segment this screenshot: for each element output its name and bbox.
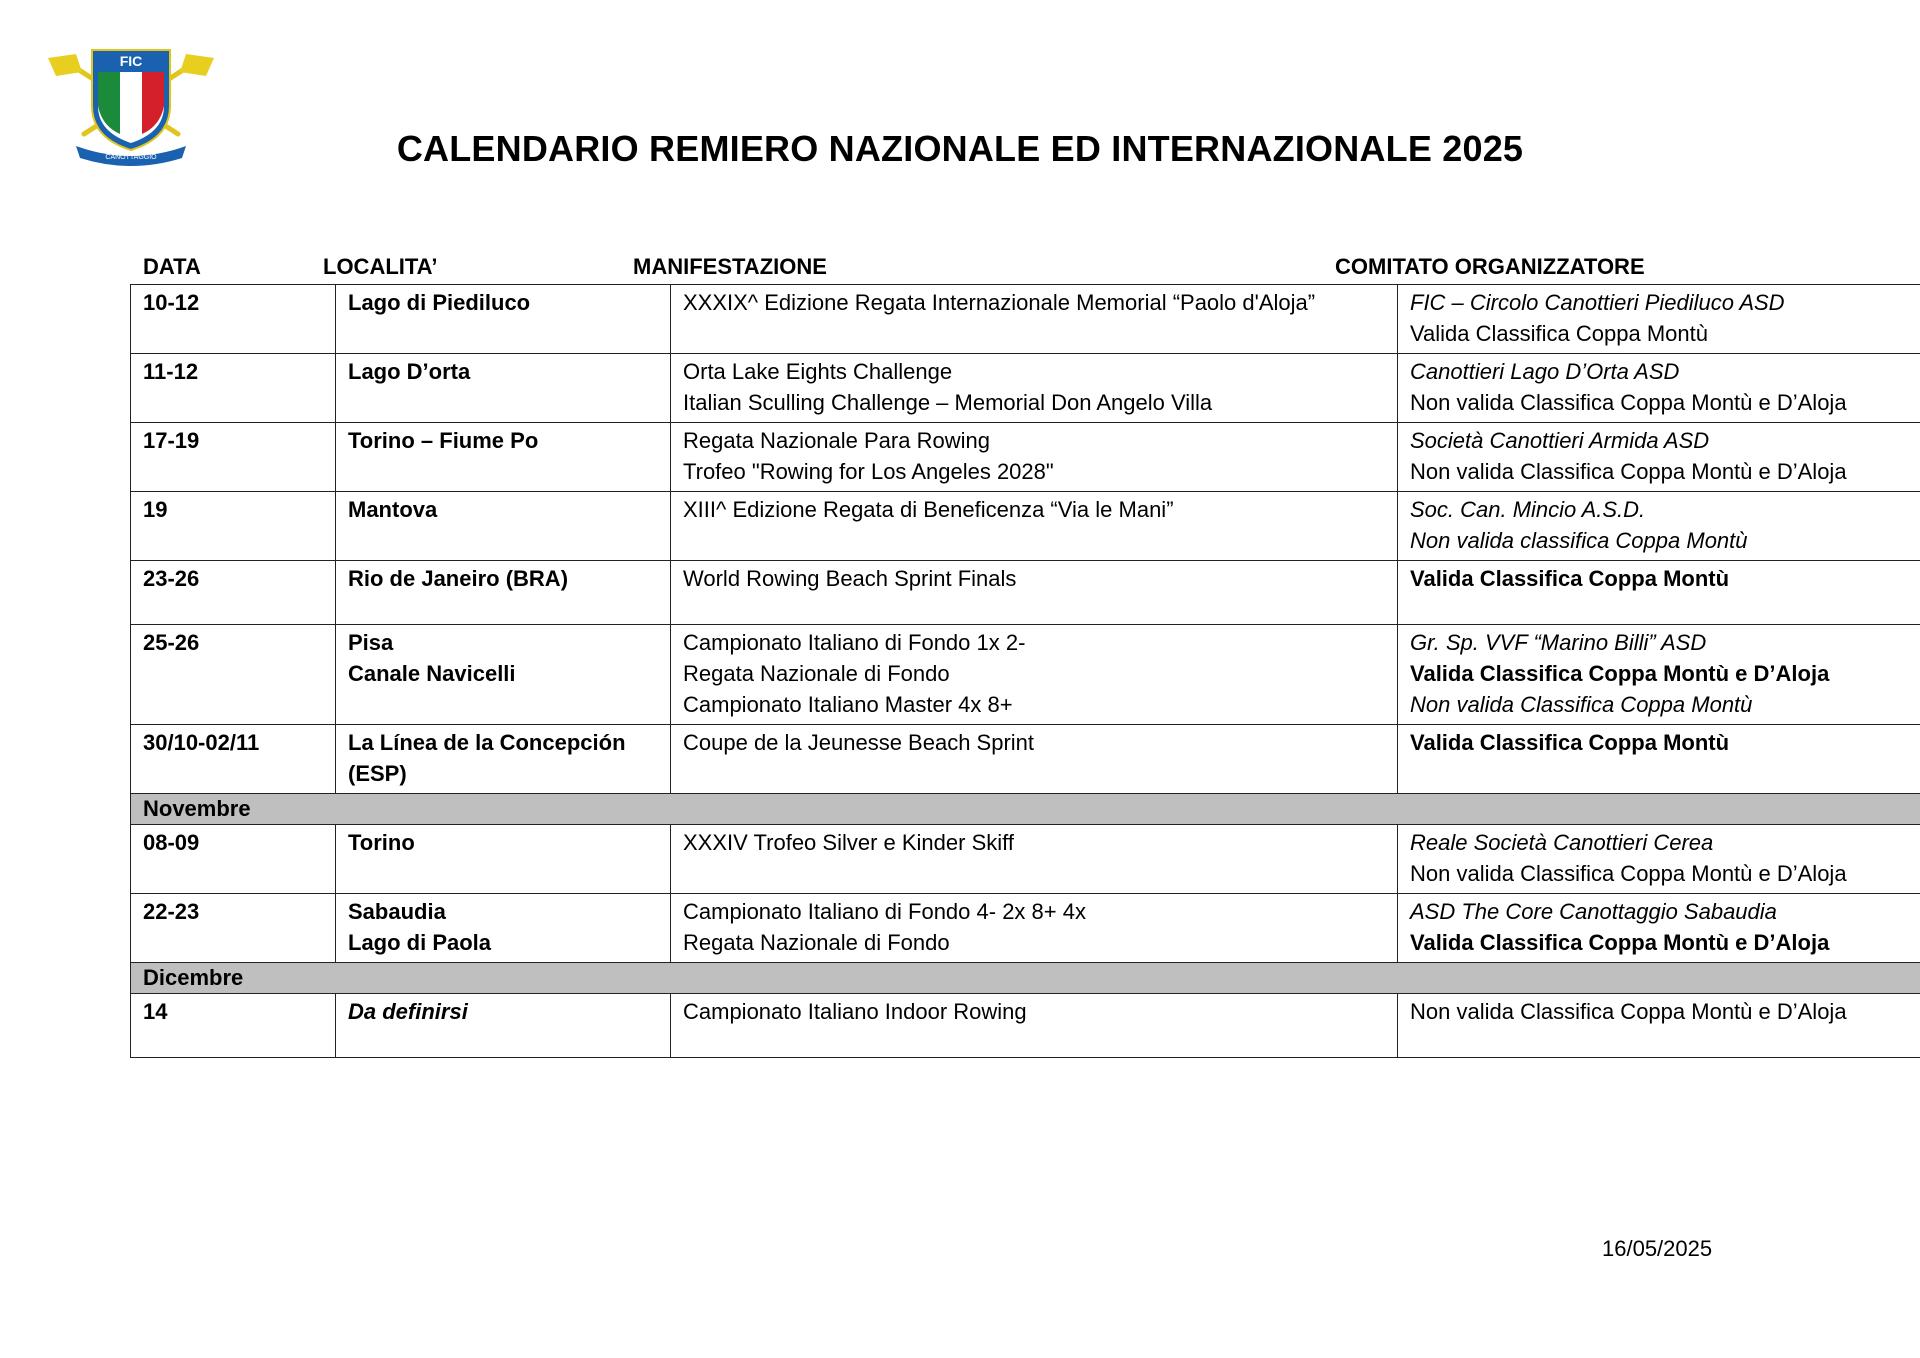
cell-manifestazione bbox=[671, 625, 1398, 725]
cell-localita bbox=[336, 894, 671, 963]
manifestazione-line: Campionato Italiano Indoor Rowing bbox=[683, 999, 1027, 1024]
localita-line: Canale Navicelli bbox=[348, 661, 516, 686]
month-row bbox=[131, 963, 1920, 994]
comitato-line: Non valida Classifica Coppa Montù bbox=[1410, 692, 1753, 717]
comitato-line: Non valida classifica Coppa Montù bbox=[1410, 528, 1748, 553]
comitato-line: Non valida Classifica Coppa Montù e D’Aloja bbox=[1410, 999, 1847, 1024]
localita-line: Pisa bbox=[348, 630, 394, 655]
cell-manifestazione bbox=[671, 894, 1398, 963]
manifestazione-line: Orta Lake Eights Challenge bbox=[683, 359, 953, 384]
table-row bbox=[131, 894, 1920, 963]
table-row bbox=[131, 492, 1920, 561]
manifestazione-line: Campionato Italiano di Fondo 4- 2x 8+ 4x bbox=[683, 899, 1086, 924]
manifestazione-line: Regata Nazionale di Fondo bbox=[683, 930, 950, 955]
localita-line: Lago di Paola bbox=[348, 930, 492, 955]
manifestazione-line: Trofeo "Rowing for Los Angeles 2028" bbox=[683, 459, 1054, 484]
comitato-line: Non valida Classifica Coppa Montù e D’Aloja bbox=[1410, 861, 1847, 886]
comitato-line: Valida Classifica Coppa Montù e D’Aloja bbox=[1410, 930, 1830, 955]
localita-line: La Línea de la Concepción bbox=[348, 730, 626, 755]
cell-comitato bbox=[1398, 994, 1920, 1058]
cell-comitato bbox=[1398, 625, 1920, 725]
manifestazione-line: XIII^ Edizione Regata di Beneficenza “Via le Mani” bbox=[683, 497, 1174, 522]
cell-data: 22-23 bbox=[131, 894, 336, 963]
cell-localita: Mantova bbox=[336, 492, 671, 561]
cell-data: 10-12 bbox=[131, 285, 336, 354]
manifestazione-line: XXXIV Trofeo Silver e Kinder Skiff bbox=[683, 830, 1014, 855]
header-data: DATA bbox=[143, 254, 201, 279]
cell-comitato bbox=[1398, 285, 1920, 354]
localita-line: (ESP) bbox=[348, 761, 407, 786]
comitato-line: FIC – Circolo Canottieri Piediluco ASD bbox=[1410, 290, 1785, 315]
cell-comitato bbox=[1398, 561, 1920, 625]
cell-data: 17-19 bbox=[131, 423, 336, 492]
table-row bbox=[131, 994, 1920, 1058]
page-title: CALENDARIO REMIERO NAZIONALE ED INTERNAZIONALE 2025 bbox=[396, 128, 1524, 169]
cell-data: 23-26 bbox=[131, 561, 336, 625]
comitato-line: Valida Classifica Coppa Montù bbox=[1410, 321, 1708, 346]
cell-localita: Torino bbox=[336, 825, 671, 894]
cell-manifestazione bbox=[671, 825, 1398, 894]
cell-comitato bbox=[1398, 492, 1920, 561]
month-label: Novembre bbox=[131, 794, 1920, 825]
manifestazione-line: World Rowing Beach Sprint Finals bbox=[683, 566, 1017, 591]
manifestazione-line: Italian Sculling Challenge – Memorial Don Angelo Villa bbox=[683, 390, 1213, 415]
svg-text:FIC: FIC bbox=[119, 53, 143, 69]
cell-manifestazione bbox=[671, 285, 1398, 354]
manifestazione-line: Campionato Italiano Master 4x 8+ bbox=[683, 692, 1013, 717]
table-row bbox=[131, 625, 1920, 725]
comitato-line: Non valida Classifica Coppa Montù e D’Aloja bbox=[1410, 390, 1847, 415]
table-row bbox=[131, 423, 1920, 492]
table-row bbox=[131, 561, 1920, 625]
cell-data: 11-12 bbox=[131, 354, 336, 423]
manifestazione-line: Coupe de la Jeunesse Beach Sprint bbox=[683, 730, 1035, 755]
document-date: 16/05/2025 bbox=[1602, 1236, 1713, 1261]
cell-comitato bbox=[1398, 825, 1920, 894]
comitato-line: Valida Classifica Coppa Montù e D’Aloja bbox=[1410, 661, 1830, 686]
comitato-line: Valida Classifica Coppa Montù bbox=[1410, 730, 1730, 755]
cell-data: 14 bbox=[131, 994, 336, 1058]
month-label: Dicembre bbox=[131, 963, 1920, 994]
cell-manifestazione bbox=[671, 492, 1398, 561]
calendar-table bbox=[130, 284, 1920, 1058]
comitato-line: Soc. Can. Mincio A.S.D. bbox=[1410, 497, 1646, 522]
comitato-line: Società Canottieri Armida ASD bbox=[1410, 428, 1710, 453]
localita-line: Sabaudia bbox=[348, 899, 446, 924]
cell-manifestazione bbox=[671, 994, 1398, 1058]
comitato-line: ASD The Core Canottaggio Sabaudia bbox=[1410, 899, 1777, 924]
header-comitato: COMITATO ORGANIZZATORE bbox=[1335, 254, 1645, 279]
cell-comitato bbox=[1398, 423, 1920, 492]
cell-localita bbox=[336, 625, 671, 725]
cell-comitato bbox=[1398, 894, 1920, 963]
table-header bbox=[130, 254, 1830, 284]
header-manifestazione: MANIFESTAZIONE bbox=[633, 254, 827, 279]
cell-localita: Torino – Fiume Po bbox=[336, 423, 671, 492]
cell-localita: Lago di Piediluco bbox=[336, 285, 671, 354]
manifestazione-line: XXXIX^ Edizione Regata Internazionale Memorial “Paolo d'Aloja” bbox=[683, 290, 1316, 315]
comitato-line: Valida Classifica Coppa Montù bbox=[1410, 566, 1730, 591]
comitato-line: Gr. Sp. VVF “Marino Billi” ASD bbox=[1410, 630, 1707, 655]
cell-localita: Lago D’orta bbox=[336, 354, 671, 423]
header-localita: LOCALITA’ bbox=[323, 254, 438, 279]
cell-manifestazione bbox=[671, 725, 1398, 794]
cell-manifestazione bbox=[671, 354, 1398, 423]
manifestazione-line: Regata Nazionale Para Rowing bbox=[683, 428, 990, 453]
cell-data: 08-09 bbox=[131, 825, 336, 894]
cell-data: 25-26 bbox=[131, 625, 336, 725]
cell-data: 30/10-02/11 bbox=[131, 725, 336, 794]
cell-localita bbox=[336, 725, 671, 794]
table-row bbox=[131, 285, 1920, 354]
cell-manifestazione bbox=[671, 561, 1398, 625]
cell-localita: Rio de Janeiro (BRA) bbox=[336, 561, 671, 625]
comitato-line: Canottieri Lago D’Orta ASD bbox=[1410, 359, 1680, 384]
table-row bbox=[131, 354, 1920, 423]
cell-localita: Da definirsi bbox=[336, 994, 671, 1058]
cell-comitato bbox=[1398, 354, 1920, 423]
month-row bbox=[131, 794, 1920, 825]
manifestazione-line: Regata Nazionale di Fondo bbox=[683, 661, 950, 686]
cell-comitato bbox=[1398, 725, 1920, 794]
manifestazione-line: Campionato Italiano di Fondo 1x 2- bbox=[683, 630, 1026, 655]
comitato-line: Reale Società Canottieri Cerea bbox=[1410, 830, 1714, 855]
table-row bbox=[131, 825, 1920, 894]
svg-text:CANOTTAGGIO: CANOTTAGGIO bbox=[105, 154, 157, 161]
cell-data: 19 bbox=[131, 492, 336, 561]
comitato-line: Non valida Classifica Coppa Montù e D’Aloja bbox=[1410, 459, 1847, 484]
table-row bbox=[131, 725, 1920, 794]
cell-manifestazione bbox=[671, 423, 1398, 492]
